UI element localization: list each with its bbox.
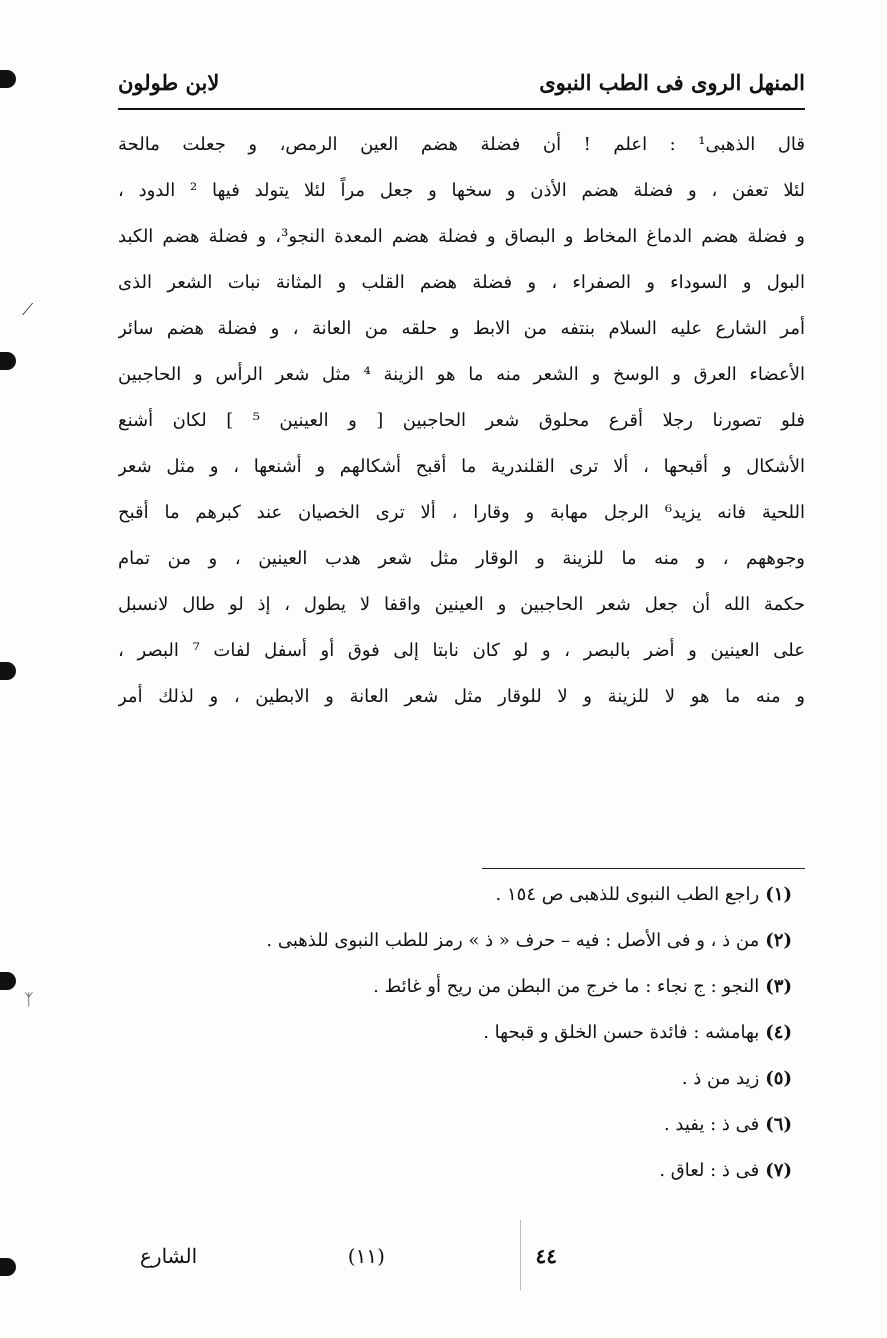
text-line: الأعضاء العرق و الوسخ و الشعر منه ما هو الزينة ⁴ مثل شعر الرأس و الحاجبين bbox=[118, 364, 805, 385]
text-line: و منه ما هو لا للزينة و لا للوقار مثل شعر العانة و الابطين ، و لذلك أمر bbox=[118, 686, 805, 707]
footnote-text: بهامشه : فائدة حسن الخلق و قبحها . bbox=[483, 1022, 760, 1043]
catchword: الشارع bbox=[140, 1244, 198, 1268]
header-divider bbox=[118, 108, 805, 110]
footnote-number: (٧) bbox=[765, 1160, 792, 1181]
punch-hole-mark bbox=[0, 352, 16, 370]
signature-mark: (١١) bbox=[347, 1244, 385, 1268]
page-number: ٤٤ bbox=[535, 1244, 557, 1268]
text-line: لئلا تعفن ، و فضلة هضم الأذن و سخها و جعل مراً لئلا يتولد فيها ² الدود ، bbox=[118, 180, 805, 201]
footnote-text: راجع الطب النبوى للذهبى ص ١٥٤ . bbox=[495, 884, 760, 905]
footnote-number: (٢) bbox=[765, 930, 792, 951]
text-line: و فضلة هضم الدماغ المخاط و البصاق و فضلة هضم المعدة النجو³، و فضلة هضم الكبد bbox=[118, 226, 805, 247]
text-line: الأشكال و أقبحها ، ألا ترى القلندرية ما أقبح أشكالهم و أشنعها ، و مثل شعر bbox=[118, 456, 805, 477]
footnote-item bbox=[160, 1056, 792, 1102]
footnotes-list bbox=[160, 872, 792, 1194]
book-title: المنهل الروى فى الطب النبوى bbox=[539, 69, 805, 95]
footnote-number: (٥) bbox=[765, 1068, 792, 1089]
footnote-item bbox=[160, 1148, 792, 1194]
punch-hole-mark bbox=[0, 972, 16, 990]
punch-hole-mark bbox=[0, 70, 16, 88]
footnote-text: من ذ ، و فى الأصل : فيه – حرف « ذ » رمز للطب النبوى للذهبى . bbox=[266, 930, 760, 951]
footnote-text: زيد من ذ . bbox=[681, 1068, 760, 1089]
footnote-item bbox=[160, 1010, 792, 1056]
footnote-item bbox=[160, 964, 792, 1010]
text-line: حكمة الله أن جعل شعر الحاجبين و العينين واقفا لا يطول ، إذ لو طال لانسبل bbox=[118, 594, 805, 615]
text-line: فلو تصورنا رجلا أقرع محلوق شعر الحاجبين [ و العينين ⁵ ] لكان أشنع bbox=[118, 410, 805, 431]
text-line: وجوههم ، و منه ما للزينة و الوقار مثل شعر هدب العينين ، و من تمام bbox=[118, 548, 805, 569]
footnote-text: فى ذ : لعاق . bbox=[659, 1160, 760, 1181]
punch-hole-mark bbox=[0, 1258, 16, 1276]
author-name: لابن طولون bbox=[118, 69, 220, 95]
margin-tick-mark: ⟋ bbox=[22, 300, 34, 319]
text-line: أمر الشارع عليه السلام بنتفه من الابط و حلقه من العانة ، و فضلة هضم سائر bbox=[118, 318, 805, 339]
footnote-number: (١) bbox=[765, 884, 792, 905]
footnote-number: (٦) bbox=[765, 1114, 792, 1135]
footnote-text: النجو : ج نجاء : ما خرج من البطن من ريح أو غائط . bbox=[373, 976, 760, 997]
text-line: قال الذهبى¹ : اعلم ! أن فضلة هضم العين الرمص، و جعلت مالحة bbox=[118, 134, 805, 155]
margin-tick-mark: ᛉ bbox=[24, 990, 34, 1009]
main-text bbox=[118, 122, 805, 720]
running-header bbox=[118, 62, 805, 102]
footnote-item bbox=[160, 918, 792, 964]
footnote-number: (٣) bbox=[765, 976, 792, 997]
page-footer bbox=[140, 1236, 557, 1276]
text-line: على العينين و أضر بالبصر ، و لو كان نابتا إلى فوق أو أسفل لفات ⁷ البصر ، bbox=[118, 640, 805, 661]
text-line: اللحية فانه يزيد⁶ الرجل مهابة و وقارا ، ألا ترى الخصيان عند كبرهم ما أقبح bbox=[118, 502, 805, 523]
punch-hole-mark bbox=[0, 662, 16, 680]
footnote-item bbox=[160, 1102, 792, 1148]
text-line: البول و السوداء و الصفراء ، و فضلة هضم القلب و المثانة نبات الشعر الذى bbox=[118, 272, 805, 293]
footnote-number: (٤) bbox=[765, 1022, 792, 1043]
footnote-divider bbox=[482, 868, 805, 869]
footnote-item bbox=[160, 872, 792, 918]
footnote-text: فى ذ : يفيد . bbox=[663, 1114, 760, 1135]
